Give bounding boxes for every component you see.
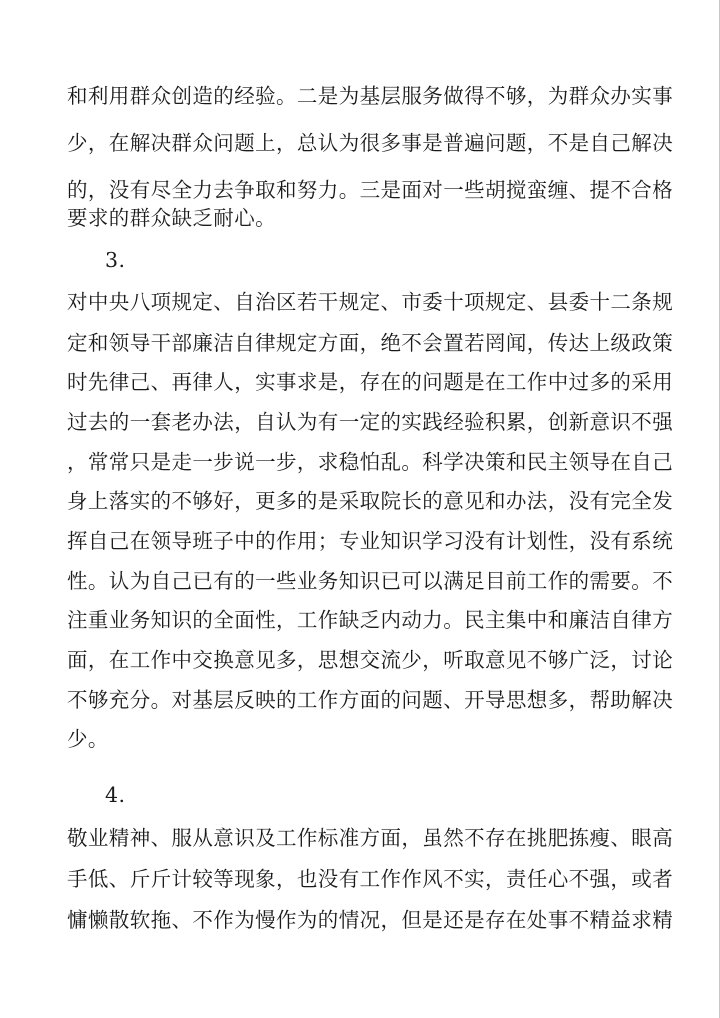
text-line: 要求的群众缺乏耐心。 — [67, 206, 276, 230]
text-line: 注重业务知识的全面性，工作缺乏内动力。民主集中和廉洁自律方 — [67, 608, 674, 632]
text-line: 时先律己、再律人，实事求是，存在的问题是在工作中过多的采用 — [67, 370, 674, 394]
text-line: 的，没有尽全力去争取和努力。三是面对一些胡搅蛮缠、提不合格 — [67, 178, 674, 202]
section-number: 4. — [105, 783, 126, 807]
text-line: 面，在工作中交换意见多，思想交流少，听取意见不够广泛，讨论 — [67, 648, 674, 672]
text-line: 和利用群众创造的经验。二是为基层服务做得不够，为群众办实事 — [67, 84, 674, 108]
text-line: 性。认为自己已有的一些业务知识已可以满足目前工作的需要。不 — [67, 569, 674, 593]
text-line: 挥自己在领导班子中的作用；专业知识学习没有计划性，没有系统 — [67, 529, 674, 553]
text-line: 定和领导干部廉洁自律规定方面，绝不会置若罔闻，传达上级政策 — [67, 331, 674, 355]
text-line: 敬业精神、服从意识及工作标准方面，虽然不存在挑肥拣瘦、眼高 — [67, 826, 674, 850]
text-line: 少，在解决群众问题上，总认为很多事是普遍问题，不是自己解决 — [67, 131, 674, 155]
text-line: 少。 — [67, 727, 109, 751]
section-number: 3. — [105, 248, 126, 272]
text-line: 手低、斤斤计较等现象，也没有工作作风不实，责任心不强，或者 — [67, 867, 674, 891]
text-line: 对中央八项规定、自治区若干规定、市委十项规定、县委十二条规 — [67, 290, 674, 314]
text-line: 慵懒散软拖、不作为慢作为的情况，但是还是存在处事不精益求精 — [67, 908, 674, 932]
text-line: ，常常只是走一步说一步，求稳怕乱。科学决策和民主领导在自己 — [67, 450, 674, 474]
text-line: 身上落实的不够好，更多的是采取院长的意见和办法，没有完全发 — [67, 489, 674, 513]
text-line: 不够充分。对基层反映的工作方面的问题、开导思想多，帮助解决 — [67, 688, 674, 712]
text-line: 过去的一套老办法，自认为有一定的实践经验积累，创新意识不强 — [67, 410, 674, 434]
